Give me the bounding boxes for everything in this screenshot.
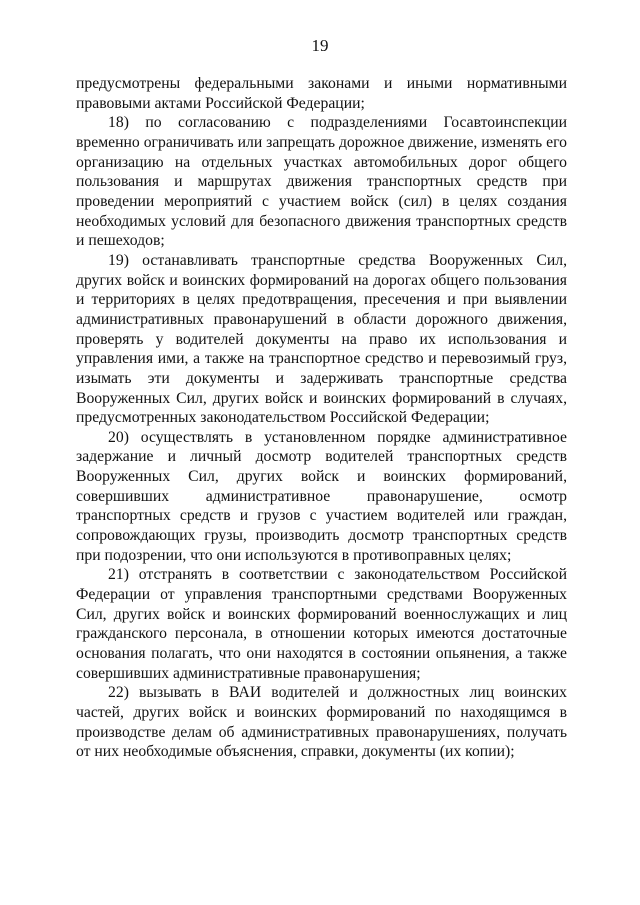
paragraph-item-18: 18) по согласованию с подразделениями Госавтоинспекции временно ограничивать или запрещать дорожное движение, изменять его организацию на отдельных участках автомобильных дорог общего пользования и маршрутах движения транспортных средств при проведении мероприятий с участием войск (сил) в целях создания необходимых условий для безопасного движения транспортных средств и пешеходов; (76, 114, 567, 250)
paragraph-item-19: 19) останавливать транспортные средства Вооруженных Сил, других войск и воинских формирований на дорогах общего пользования и территориях в целях предотвращения, пресечения и при выявлении административных правонарушений в области дорожного движения, проверять у водителей документы на право их использования и управления ими, а также на транспортное средство и перевозимый груз, изымать эти документы и задерживать транспортные средства Вооруженных Сил, других войск и воинских формирований в случаях, предусмотренных законодательством Российской Федерации; (76, 251, 567, 427)
page-number: 19 (311, 36, 329, 55)
paragraph-item-20: 20) осуществлять в установленном порядке административное задержание и личный досмотр водителей транспортных средств Вооруженных Сил, других войск и воинских формирований, совершивших административное правонарушение, осмотр транспортных средств и грузов с участием водителей или граждан, сопровождающих грузы, производить досмотр транспортных средств при подозрении, что они используются в противоправных целях; (76, 428, 567, 564)
paragraph-continuation: предусмотрены федеральными законами и иными нормативными правовыми актами Российской Федерации; (76, 75, 567, 112)
paragraph-item-21: 21) отстранять в соответствии с законодательством Российской Федерации от управления транспортными средствами Вооруженных Сил, других войск и воинских формирований военнослужащих и лиц гражданского персонала, в отношении которых имеются достаточные основания полагать, что они находятся в состоянии опьянения, а также совершивших административные правонарушения; (76, 566, 567, 682)
document-body (76, 74, 567, 762)
paragraph-item-22: 22) вызывать в ВАИ водителей и должностных лиц воинских частей, других войск и воинских формирований по находящимся в производстве делам об административных правонарушениях, получать от них необходимые объяснения, справки, документы (их копии); (76, 684, 567, 761)
